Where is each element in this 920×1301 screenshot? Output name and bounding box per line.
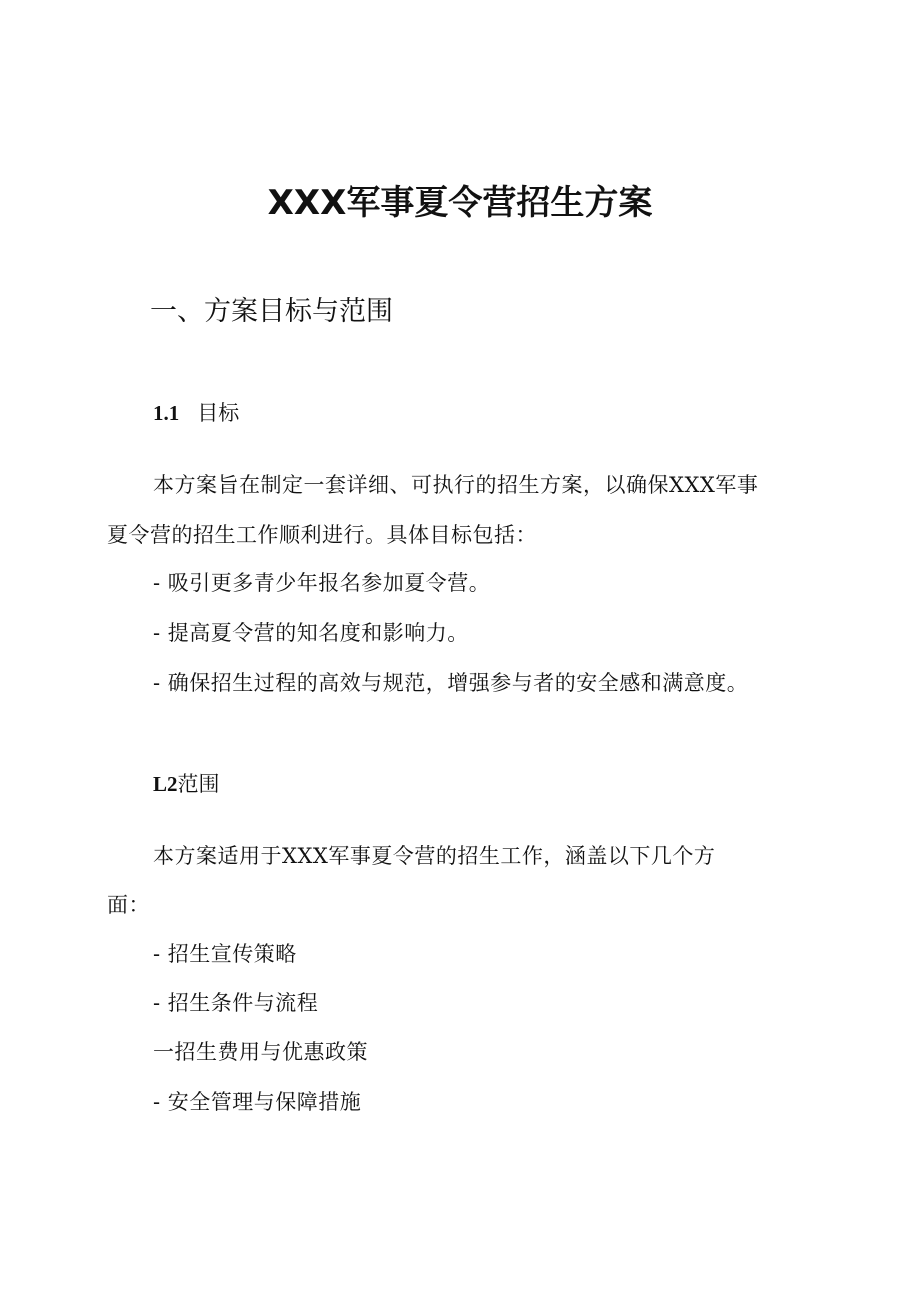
- scope-list-item: - 招生条件与流程: [153, 991, 319, 1015]
- subsection-heading-goal: [153, 397, 239, 429]
- goal-list-item: - 确保招生过程的高效与规范，增强参与者的安全感和满意度。: [153, 671, 749, 695]
- goal-list-item: - 提高夏令营的知名度和影响力。: [153, 621, 469, 645]
- subsection-title: 范围: [177, 772, 220, 796]
- section-heading-1: 一、方案目标与范围: [150, 296, 393, 327]
- scope-list-item: - 安全管理与保障措施: [153, 1090, 362, 1114]
- subsection-heading-scope: [153, 768, 220, 800]
- subsection-number: L2: [153, 772, 178, 796]
- goal-paragraph-line-1: 本方案旨在制定一套详细、可执行的招生方案，以确保XXX军事: [153, 473, 759, 497]
- subsection-title: 目标: [197, 401, 240, 425]
- scope-list-item: - 招生宣传策略: [153, 942, 297, 966]
- scope-list-item: 一招生费用与优惠政策: [153, 1040, 368, 1064]
- scope-paragraph-line-1: 本方案适用于XXX军事夏令营的招生工作，涵盖以下几个方: [153, 844, 716, 868]
- scope-paragraph-line-2: 面：: [107, 893, 150, 917]
- subsection-number: 1.1: [153, 401, 180, 425]
- goal-list-item: - 吸引更多青少年报名参加夏令营。: [153, 571, 491, 595]
- goal-paragraph-line-2: 夏令营的招生工作顺利进行。具体目标包括：: [107, 523, 537, 547]
- document-title: XXX军事夏令营招生方案: [267, 183, 653, 223]
